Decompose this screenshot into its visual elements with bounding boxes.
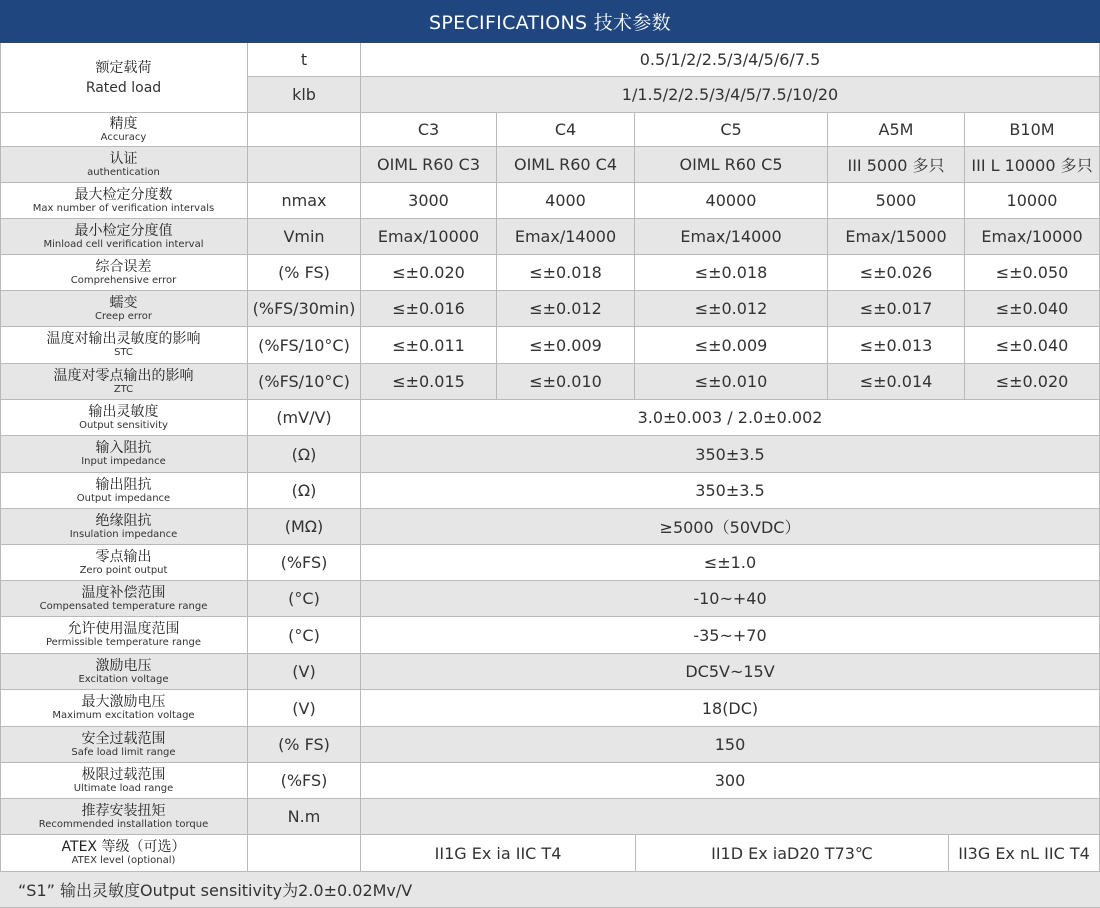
value-cell: [635, 327, 828, 364]
value-cell: [828, 183, 965, 219]
value-cell: [965, 327, 1100, 364]
page-title: SPECIFICATIONS 技术参数: [429, 12, 671, 34]
value-text: 5000: [875, 191, 917, 210]
value-cell: [828, 255, 965, 291]
unit-text: (%FS/30min): [252, 299, 356, 318]
unit-text: (% FS): [278, 735, 330, 754]
creep-error-row: [0, 291, 1100, 327]
label-en: Recommended installation torque: [38, 818, 209, 830]
value-cell: [828, 219, 965, 255]
value-cell: [965, 255, 1100, 291]
row-label: [0, 835, 248, 872]
label-zh: 额定载荷: [95, 59, 152, 76]
value-text: 1/1.5/2/2.5/3/4/5/7.5/10/20: [621, 85, 839, 104]
specifications-header: [0, 0, 1100, 43]
row-label: [0, 581, 248, 617]
value-text: ≤±0.012: [529, 299, 602, 318]
label-zh: 温度对输出灵敏度的影响: [46, 331, 201, 347]
value-cell: [361, 545, 1100, 581]
unit-text: N.m: [287, 807, 321, 826]
label-en: Accuracy: [100, 131, 147, 143]
value-text: 300: [714, 771, 746, 790]
value-cell: [497, 183, 635, 219]
unit-text: (%FS/10°C): [258, 372, 350, 391]
unit-cell: [248, 509, 361, 545]
label-zh: ATEX 等级（可选）: [61, 839, 186, 855]
value-text: 10000: [1006, 191, 1058, 210]
row-label: [0, 799, 248, 835]
label-zh: 推荐安装扭矩: [81, 802, 166, 819]
value-cell: [497, 291, 635, 327]
row-label: [0, 654, 248, 690]
label-zh: 认证: [109, 150, 138, 167]
row-label: [0, 219, 248, 255]
rated-load-label: [0, 43, 248, 113]
value-text: Emax/14000: [680, 227, 782, 246]
comprehensive-error-row: [0, 255, 1100, 291]
value-text: -35~+70: [693, 625, 767, 645]
ztc-row: [0, 364, 1100, 400]
value-text: 40000: [705, 191, 757, 210]
value-text: ≤±0.009: [529, 335, 602, 355]
value-text: 0.5/1/2/2.5/3/4/5/6/7.5: [639, 50, 821, 69]
safe-load-limit-row: [0, 727, 1100, 763]
value-cell: [635, 183, 828, 219]
unit-cell: [248, 727, 361, 763]
label-en: Comprehensive error: [70, 274, 177, 286]
value-text: 3.0±0.003 / 2.0±0.002: [637, 408, 823, 427]
value-text: Emax/10000: [377, 227, 480, 246]
value-text: ≤±0.020: [995, 372, 1069, 391]
value-text: ≤±0.011: [392, 335, 465, 355]
value-text: ≤±0.013: [859, 335, 933, 355]
unit-text: nmax: [281, 191, 327, 210]
value-text: ≤±0.010: [529, 372, 602, 391]
unit-cell: [248, 147, 361, 183]
value-cell: [361, 77, 1100, 113]
value-cell: [361, 327, 497, 364]
authentication-row: [0, 147, 1100, 183]
unit-text: t: [300, 50, 308, 69]
zero-point-output-row: [0, 545, 1100, 581]
value-cell: [361, 147, 497, 183]
unit-cell: [248, 77, 361, 113]
grade-c3-cell: [361, 113, 497, 147]
value-text: OIML R60 C4: [513, 155, 618, 174]
row-label: [0, 327, 248, 364]
label-en: Output impedance: [76, 492, 171, 504]
value-cell: [828, 291, 965, 327]
grade-a5m-cell: [828, 113, 965, 147]
value-cell: [497, 364, 635, 400]
label-zh: 绝缘阻抗: [95, 512, 152, 529]
unit-cell: [248, 183, 361, 219]
min-verification-interval-row: [0, 219, 1100, 255]
value-text: ≤±0.014: [859, 372, 933, 391]
value-text: 350±3.5: [695, 444, 765, 464]
value-text: 3000: [408, 191, 449, 210]
label-en: Compensated temperature range: [39, 600, 208, 612]
row-label: [0, 727, 248, 763]
value-cell: [965, 219, 1100, 255]
value-text: -10~+40: [693, 589, 767, 608]
value-cell: [361, 727, 1100, 763]
label-zh: 温度对零点输出的影响: [53, 367, 194, 384]
grade-text: C4: [554, 120, 577, 139]
unit-text: (%FS): [280, 553, 328, 572]
atex-row: [0, 835, 1100, 872]
value-text: III 5000 多只: [847, 156, 945, 175]
value-cell: [361, 43, 1100, 77]
row-label: [0, 545, 248, 581]
value-text: ≤±0.018: [529, 263, 602, 282]
value-cell: [361, 436, 1100, 473]
label-en: Input impedance: [81, 456, 166, 467]
value-text: 18(DC): [701, 698, 759, 718]
footnote-text: “S1” 输出灵敏度Output sensitivity为2.0±0.02Mv/V: [18, 881, 413, 900]
value-cell: [361, 291, 497, 327]
row-label: [0, 617, 248, 654]
value-cell: [635, 147, 828, 183]
value-cell: [361, 183, 497, 219]
value-text: ≤±0.040: [995, 299, 1069, 318]
unit-text: (MΩ): [284, 517, 324, 536]
row-label: [0, 255, 248, 291]
row-label: [0, 690, 248, 727]
label-en: ZTC: [113, 383, 134, 395]
value-cell: [361, 581, 1100, 617]
unit-cell: [248, 327, 361, 364]
value-text: II3G Ex nL IIC T4: [958, 843, 1090, 863]
grade-text: C3: [417, 120, 440, 139]
unit-cell: [248, 581, 361, 617]
unit-cell: [248, 763, 361, 799]
label-en: Creep error: [95, 310, 152, 322]
value-cell: [361, 400, 1100, 436]
value-cell: [361, 364, 497, 400]
max-excitation-voltage-row: [0, 690, 1100, 727]
value-cell: [635, 219, 828, 255]
label-zh: 蠕变: [109, 294, 138, 311]
value-text: ≥5000（50VDC）: [659, 518, 801, 537]
value-cell: [828, 327, 965, 364]
value-cell: [965, 291, 1100, 327]
label-en: STC: [114, 347, 133, 358]
value-text: ≤±0.050: [995, 263, 1069, 282]
unit-text: (mV/V): [276, 408, 332, 427]
unit-text: (V): [292, 698, 316, 718]
unit-cell: [248, 113, 361, 147]
output-sensitivity-row: [0, 400, 1100, 436]
value-cell: [497, 147, 635, 183]
value-text: ≤±1.0: [703, 553, 757, 572]
label-en: Output sensitivity: [79, 419, 168, 431]
label-zh: 安全过载范围: [81, 730, 166, 747]
row-label: [0, 763, 248, 799]
unit-text: (Ω): [291, 444, 317, 464]
label-en: Permissible temperature range: [45, 637, 202, 648]
output-impedance-row: [0, 473, 1100, 509]
value-cell: [828, 364, 965, 400]
grade-c4-cell: [497, 113, 635, 147]
unit-cell: [248, 400, 361, 436]
row-label: [0, 509, 248, 545]
unit-text: (V): [292, 662, 316, 681]
value-text: ≤±0.020: [392, 263, 465, 282]
label-en: Insulation impedance: [69, 528, 178, 540]
rated-load-row: [0, 43, 1100, 113]
excitation-voltage-row: [0, 654, 1100, 690]
value-text: OIML R60 C3: [376, 155, 481, 174]
compensated-temperature-row: [0, 581, 1100, 617]
atex-value-cell: [949, 835, 1100, 872]
row-label: [0, 400, 248, 436]
unit-cell: [248, 43, 361, 77]
value-cell: [965, 183, 1100, 219]
input-impedance-row: [0, 436, 1100, 473]
unit-cell: [248, 473, 361, 509]
label-zh: 温度补偿范围: [81, 584, 166, 601]
value-cell: [361, 799, 1100, 835]
value-cell: [965, 364, 1100, 400]
value-text: 350±3.5: [695, 481, 765, 500]
value-text: ≤±0.026: [859, 263, 933, 282]
accuracy-row: [0, 113, 1100, 147]
unit-text: Vmin: [283, 227, 325, 246]
grade-c5-cell: [635, 113, 828, 147]
label-zh: 综合误差: [95, 258, 152, 275]
value-text: II1D Ex iaD20 T73℃: [711, 843, 873, 863]
value-text: III L 10000 多只: [971, 156, 1093, 175]
value-text: II1G Ex ia IIC T4: [434, 843, 562, 863]
stc-row: [0, 327, 1100, 364]
value-cell: [361, 255, 497, 291]
label-en: Excitation voltage: [78, 673, 169, 685]
unit-cell: [248, 545, 361, 581]
value-cell: [635, 255, 828, 291]
row-label: [0, 147, 248, 183]
footnote: [0, 872, 1100, 908]
value-cell: [361, 654, 1100, 690]
unit-text: (°C): [288, 625, 320, 645]
value-text: ≤±0.015: [392, 372, 465, 391]
grade-b10m-cell: [965, 113, 1100, 147]
label-en: Safe load limit range: [71, 746, 176, 758]
unit-text: (°C): [288, 589, 320, 608]
label-en: authentication: [87, 166, 160, 178]
value-cell: [361, 509, 1100, 545]
label-en: Minload cell verification interval: [43, 238, 204, 250]
unit-cell: [248, 364, 361, 400]
permissible-temperature-row: [0, 617, 1100, 654]
grade-text: A5M: [878, 120, 914, 139]
atex-value-cell: [361, 835, 636, 872]
grade-text: B10M: [1009, 120, 1055, 139]
row-label: [0, 113, 248, 147]
value-text: Emax/15000: [845, 227, 947, 246]
row-label: [0, 473, 248, 509]
value-cell: [361, 473, 1100, 509]
value-text: DC5V~15V: [685, 662, 775, 681]
value-cell: [497, 327, 635, 364]
value-cell: [828, 147, 965, 183]
label-en: Rated load: [85, 79, 162, 96]
value-cell: [361, 219, 497, 255]
label-zh: 允许使用温度范围: [67, 621, 180, 637]
label-zh: 激励电压: [95, 657, 152, 674]
unit-text: (Ω): [291, 481, 317, 500]
value-text: ≤±0.009: [694, 335, 768, 355]
unit-cell: [248, 219, 361, 255]
value-cell: [497, 219, 635, 255]
value-text: ≤±0.016: [392, 299, 465, 318]
value-cell: [635, 291, 828, 327]
value-text: Emax/14000: [514, 227, 617, 246]
row-label: [0, 291, 248, 327]
unit-cell: [248, 255, 361, 291]
label-en: Zero point output: [79, 564, 168, 576]
unit-cell: [248, 436, 361, 473]
value-cell: [965, 147, 1100, 183]
value-text: 150: [714, 735, 746, 754]
value-text: Emax/10000: [981, 227, 1083, 246]
unit-cell: [248, 799, 361, 835]
max-verification-intervals-row: [0, 183, 1100, 219]
value-text: ≤±0.040: [995, 335, 1069, 355]
label-en: Max number of verification intervals: [32, 202, 215, 214]
label-zh: 极限过载范围: [81, 766, 166, 783]
label-en: Maximum excitation voltage: [52, 710, 195, 721]
unit-cell: [248, 617, 361, 654]
value-cell: [361, 690, 1100, 727]
unit-text: (% FS): [278, 263, 330, 282]
unit-cell: [248, 835, 361, 872]
value-text: ≤±0.010: [694, 372, 768, 391]
value-cell: [361, 617, 1100, 654]
unit-cell: [248, 291, 361, 327]
installation-torque-row: [0, 799, 1100, 835]
ultimate-load-row: [0, 763, 1100, 799]
unit-cell: [248, 654, 361, 690]
label-zh: 输出阻抗: [95, 476, 152, 493]
row-label: [0, 183, 248, 219]
label-zh: 最小检定分度值: [74, 222, 173, 239]
value-cell: [497, 255, 635, 291]
unit-text: (%FS/10°C): [258, 335, 350, 355]
unit-cell: [248, 690, 361, 727]
value-text: OIML R60 C5: [679, 155, 783, 174]
value-cell: [635, 364, 828, 400]
row-label: [0, 436, 248, 473]
label-zh: 最大激励电压: [81, 694, 166, 710]
label-en: Ultimate load range: [73, 782, 174, 794]
value-text: ≤±0.018: [694, 263, 768, 282]
label-zh: 输出灵敏度: [88, 403, 159, 420]
atex-value-cell: [636, 835, 949, 872]
row-label: [0, 364, 248, 400]
value-cell: [361, 763, 1100, 799]
value-text: 4000: [545, 191, 586, 210]
insulation-impedance-row: [0, 509, 1100, 545]
label-zh: 输入阻抗: [95, 440, 152, 456]
label-zh: 最大检定分度数: [74, 186, 173, 203]
label-en: ATEX level (optional): [71, 855, 176, 866]
value-text: ≤±0.017: [859, 299, 933, 318]
unit-text: klb: [292, 85, 316, 104]
unit-text: (%FS): [280, 771, 328, 790]
grade-text: C5: [720, 120, 742, 139]
value-text: ≤±0.012: [694, 299, 768, 318]
label-zh: 精度: [109, 115, 138, 132]
label-zh: 零点输出: [95, 548, 152, 565]
